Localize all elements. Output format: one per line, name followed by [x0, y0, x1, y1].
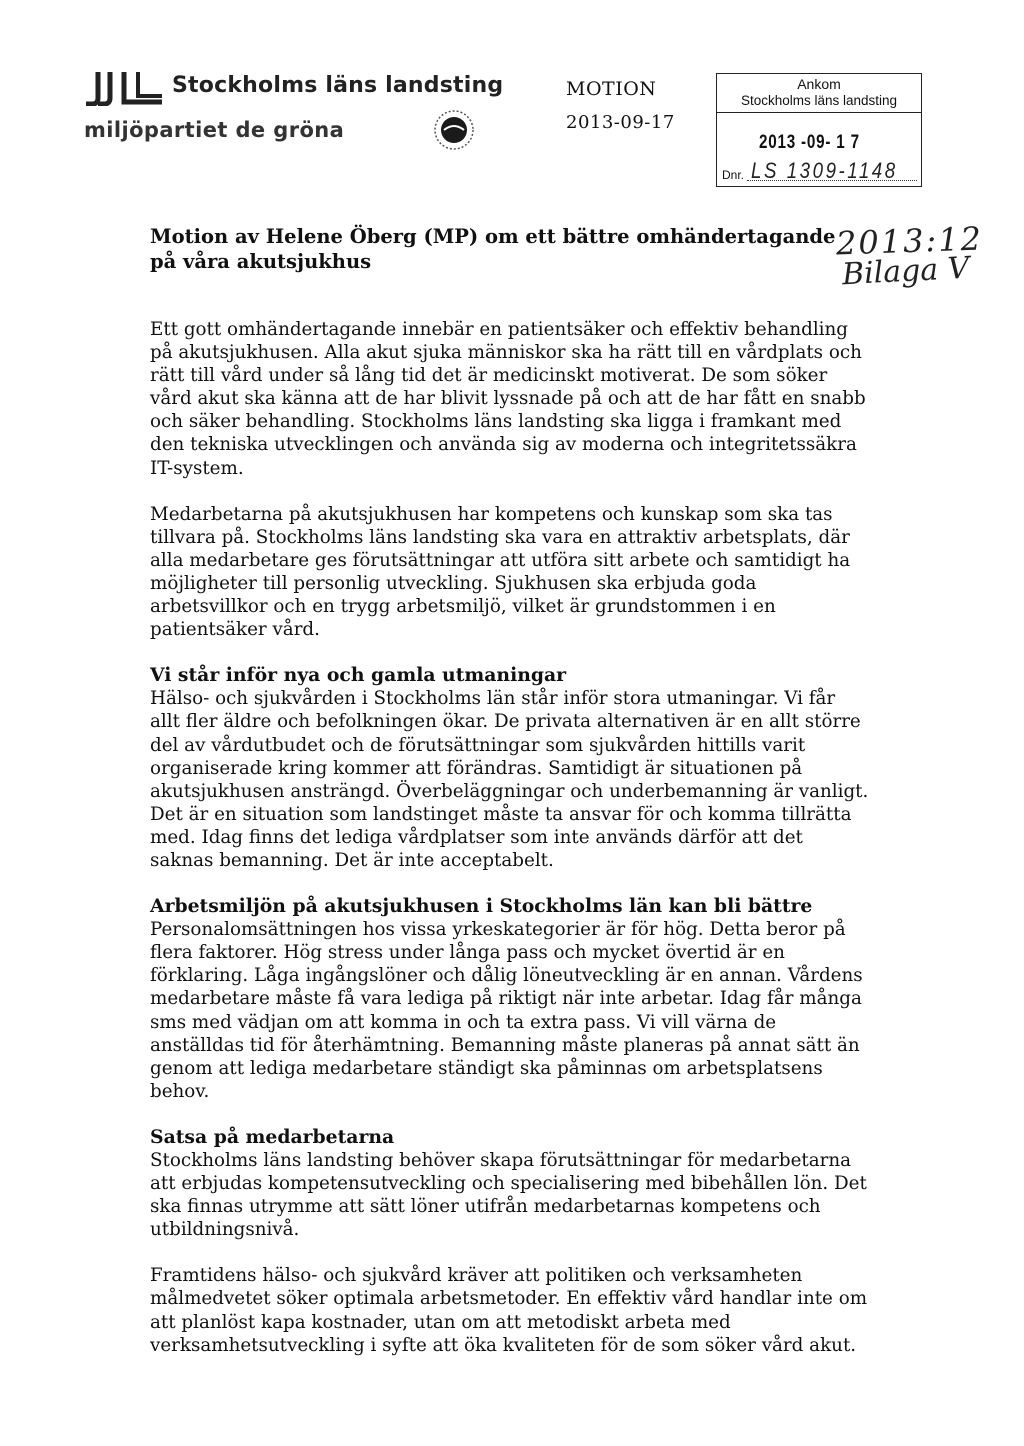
received-stamp [716, 73, 922, 187]
stamp-dnr-label: Dnr. [722, 168, 745, 182]
section-text: Personalomsättningen hos vissa yrkeskategorier är för hög. Detta beror på flera faktorer. Hög stress under långa pass och mycket övertid är en förklaring. Låga ingångslöner och dålig löneutveckling är en annan. Vårdens medarbetare måste få vara lediga på riktigt när inte arbetar. Idag får många sms med vädjan om att komma in och ta extra pass. Vi vill värna de anställdas tid för återhämtning. Bemanning måste planeras på annat sätt än genom att lediga medarbetare ständigt ska påminnas om arbetsplatsens behov. [150, 919, 863, 1102]
section-text: Hälso- och sjukvården i Stockholms län står inför stora utmaningar. Vi får allt fler äldre och befolkningen ökar. De privata alternativen är en allt större del av vårdutbudet och de förutsättningar som sjukvården hittills varit organiserade kring kommer att förändras. Samtidigt är situationen på akutsjukhusen ansträngd. Överbeläggningar och underbemanning är vanligt. Det är en situation som landstinget måste ta ansvar för och komma tillrätta med. Idag finns det lediga vårdplatser som inte används därför att det saknas bemanning. Det är inte acceptabelt. [150, 688, 869, 871]
stamp-title: Ankom [797, 76, 841, 92]
section-heading: Vi står inför nya och gamla utmaningar [150, 664, 567, 687]
party-name: miljöpartiet de gröna [84, 118, 345, 142]
handwritten-number: 2013:12 [835, 219, 984, 263]
motion-title: Motion av Helene Öberg (MP) om ett bättre omhändertagande på våra akutsjukhus [150, 225, 836, 273]
stamp-date: 2013 -09- 1 7 [759, 132, 860, 153]
org-name: Stockholms läns landsting [172, 73, 504, 98]
stamp-org: Stockholms läns landsting [740, 93, 898, 108]
paragraph: Ett gott omhändertagande innebär en patientsäker och effektiv behandling på akutsjukhusen. Alla akut sjuka människor ska ha rätt till en vårdplats och rätt till vård under så lång tid det är medicinskt motiverat. De som söker vård akut ska känna att de har blivit lyssnade på och att de har fått en snabb och säker behandling. Stockholms läns landsting ska ligga i framkant med den tekniska utvecklingen och använda sig av moderna och integritetssäkra IT-system. [150, 319, 866, 479]
handwritten-attachment: Bilaga V [841, 250, 971, 293]
document-date: 2013-09-17 [566, 112, 675, 133]
stamp-divider [717, 112, 921, 113]
closing-paragraph: Framtidens hälso- och sjukvård kräver att politiken och verksamheten målmedvetet söker optimala arbetsmetoder. En effektiv vård handlar inte om att planlöst kapa kostnader, utan om att metodiskt arbeta med verksamhetsutveckling i syfte att öka kvaliteten för de som söker vård akut. [150, 1265, 868, 1356]
document-type: MOTION [566, 78, 657, 100]
sll-logo [84, 70, 162, 106]
party-dandelion-logo [432, 108, 476, 152]
section-heading: Arbetsmiljön på akutsjukhusen i Stockholms län kan bli bättre [150, 895, 813, 918]
motion-body [150, 318, 870, 1357]
stamp-dnr-value: LS 1309-1148 [751, 158, 898, 183]
section-text: Stockholms läns landsting behöver skapa förutsättningar för medarbetarna att erbjudas kompetensutveckling och specialisering med bibehållen lön. Det ska finnas utrymme att sätt löner utifrån medarbetarnas kompetens och utbildningsnivå. [150, 1150, 867, 1241]
paragraph: Medarbetarna på akutsjukhusen har kompetens och kunskap som ska tas tillvara på. Stockholms läns landsting ska vara en attraktiv arbetsplats, där alla medarbetare ges förutsättningar att utföra sitt arbete och samtidigt ha möjligheter till personlig utveckling. Sjukhusen ska erbjuda goda arbetsvillkor och en trygg arbetsmiljö, vilket är grundstommen i en patientsäker vård. [150, 503, 851, 641]
section-heading: Satsa på medarbetarna [150, 1125, 395, 1148]
